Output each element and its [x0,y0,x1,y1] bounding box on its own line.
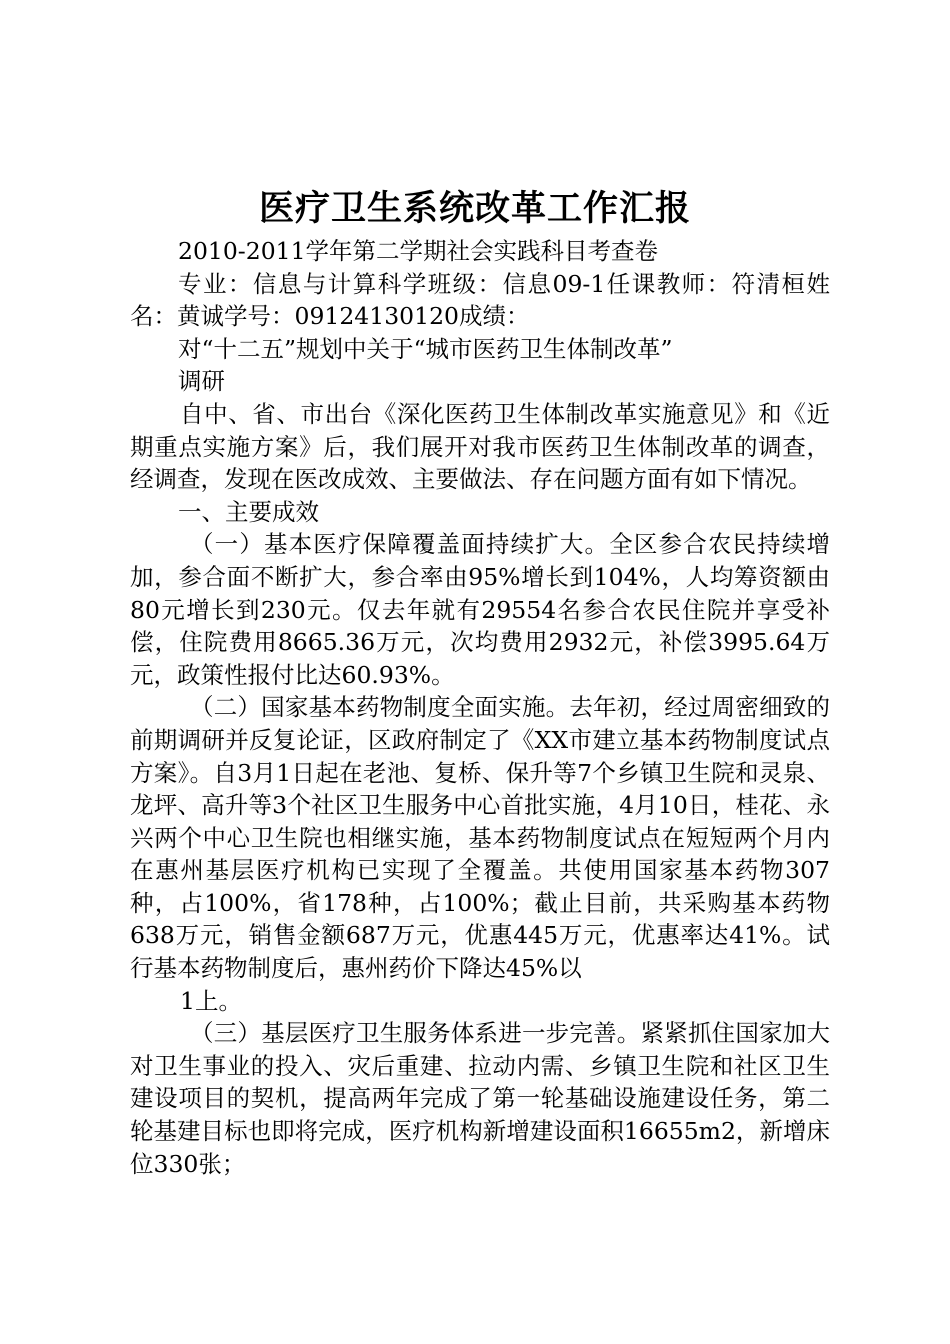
page-number-line: 1上。 [180,986,242,1015]
paragraph-item-3: （三）基层医疗卫生服务体系进一步完善。紧紧抓住国家加大对卫生事业的投入、灾后重建、拉动内需、乡镇卫生院和社区卫生建设项目的契机，提高两年完成了第一轮基础设施建设任务，第二轮基建目标也即将完成，医疗机构新增建设面积16655m2，新增床位330张； [130,1019,830,1178]
report-subject-line: 对“十二五”规划中关于“城市医药卫生体制改革” [178,334,673,363]
student-info-line: 专业：信息与计算科学班级：信息09-1任课教师：符清桓姓名：黄诚学号：09124130120成绩： [130,269,830,331]
section-heading: 一、主要成效 [178,497,319,526]
paragraph-item-1: （一）基本医疗保障覆盖面持续扩大。全区参合农民持续增加，参合面不断扩大，参合率由95%增长到104%，人均筹资额由80元增长到230元。仅去年就有29554名参合农民住院并享受补偿，住院费用8665.36万元，次均费用2932元，补偿3995.64万元，政策性报付比达60.93%。 [130,530,830,689]
report-subject-line-2: 调研 [178,367,225,396]
intro-paragraph: 自中、省、市出台《深化医药卫生体制改革实施意见》和《近期重点实施方案》后，我们展开对我市医药卫生体制改革的调查，经调查，发现在医改成效、主要做法、存在问题方面有如下情况。 [130,399,830,494]
document-body [130,235,830,1180]
exam-header-line: 2010-2011学年第二学期社会实践科目考查卷 [178,237,659,265]
paragraph-item-2: （二）国家基本药物制度全面实施。去年初，经过周密细致的前期调研并反复论证，区政府制定了《XX市建立基本药物制度试点方案》。自3月1日起在老池、复桥、保升等7个乡镇卫生院和灵泉、龙坪、高升等3个社区卫生服务中心首批实施，4月10日，桂花、永兴两个中心卫生院也相继实施，基本药物制度试点在短短两个月内在惠州基层医疗机构已实现了全覆盖。共使用国家基本药物307种，占100%，省178种，占100%；截止目前，共采购基本药物638万元，销售金额687万元，优惠445万元，优惠率达41%。试行基本药物制度后，惠州药价下降达45%以 [130,693,830,983]
document-title: 医疗卫生系统改革工作汇报 [258,188,691,229]
